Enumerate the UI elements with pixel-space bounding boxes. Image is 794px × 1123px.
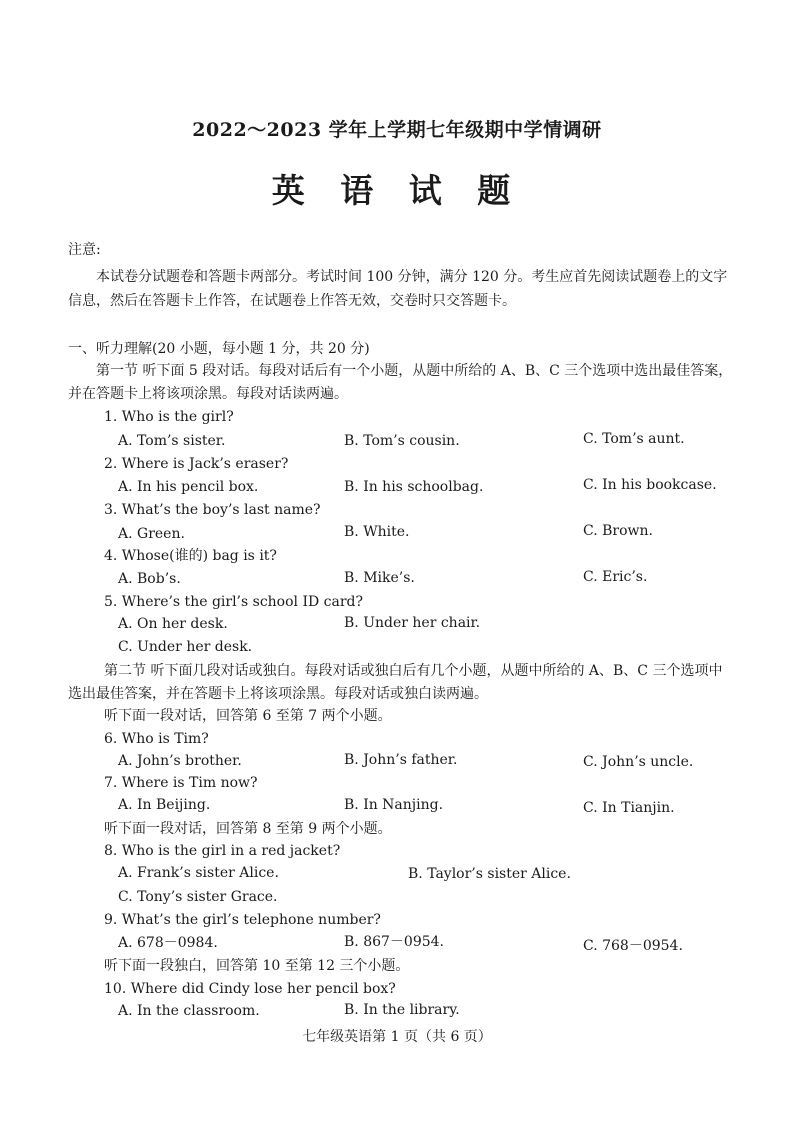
q5-option-b: B. Under her chair. <box>344 615 481 631</box>
q7-option-c: C. In Tianjin. <box>583 800 675 816</box>
question-3: 3. What’s the boy’s last name? <box>104 502 321 518</box>
q5-option-a: A. On her desk. <box>118 616 228 632</box>
question-5: 5. Where’s the girl’s school ID card? <box>104 594 364 610</box>
q6-option-c: C. John’s uncle. <box>583 754 694 770</box>
q9-option-b: B. 867－0954. <box>344 934 444 950</box>
q3-option-c: C. Brown. <box>583 523 653 539</box>
q6-option-b: B. John’s father. <box>344 752 458 768</box>
page-footer: 七年级英语第 1 页（共 6 页） <box>302 1029 492 1045</box>
q1-option-c: C. Tom’s aunt. <box>583 431 685 447</box>
question-4: 4. Whose(谁的) bag is it? <box>104 548 277 564</box>
instruction-8-9: 听下面一段对话，回答第 8 至第 9 两个小题。 <box>104 821 392 837</box>
q6-option-a: A. John’s brother. <box>118 753 242 769</box>
question-2: 2. Where is Jack’s eraser? <box>104 456 289 472</box>
q8-option-c: C. Tony’s sister Grace. <box>118 889 278 905</box>
q4-option-c: C. Eric’s. <box>583 569 648 585</box>
notice-text: 本试卷分试题卷和答题卡两部分。考试时间 100 分钟，满分 120 分。考生应首先阅读试题卷上的文字信息，然后在答题卡上作答，在试题卷上作答无效，交卷时只交答题卡。 <box>68 269 728 309</box>
section-heading: 一、听力理解(20 小题，每小题 1 分，共 20 分) <box>68 341 370 357</box>
subject-title: 英 语 试 题 <box>271 171 523 210</box>
q10-option-b: B. In the library. <box>344 1002 460 1018</box>
instruction-10-12: 听下面一段独白，回答第 10 至第 12 三个小题。 <box>104 958 410 974</box>
q3-option-b: B. White. <box>344 524 410 540</box>
q4-option-b: B. Mike’s. <box>344 570 415 586</box>
q3-option-a: A. Green. <box>118 526 185 542</box>
q1-option-b: B. Tom’s cousin. <box>344 433 460 449</box>
q10-option-a: A. In the classroom. <box>118 1003 260 1019</box>
instruction-6-7: 听下面一段对话，回答第 6 至第 7 两个小题。 <box>104 708 392 724</box>
q8-option-a: A. Frank’s sister Alice. <box>118 865 279 881</box>
part1-intro: 第一节 听下面 5 段对话。每段对话后有一个小题，从题中所给的 A、B、C 三个选项中选出最佳答案，并在答题卡上将该项涂黑。每段对话读两遍。 <box>68 363 733 402</box>
part2-intro: 第二节 听下面几段对话或独白。每段对话或独白后有几个小题，从题中所给的 A、B、C 三个选项中选出最佳答案，并在答题卡上将该项涂黑。每段对话或独白读两遍。 <box>68 663 723 702</box>
exam-title: 2022～2023 学年上学期七年级期中学情调研 <box>192 119 602 141</box>
q7-option-a: A. In Beijing. <box>118 797 211 813</box>
notice-label: 注意: <box>68 242 101 258</box>
q2-option-c: C. In his bookcase. <box>583 477 717 493</box>
question-10: 10. Where did Cindy lose her pencil box? <box>104 981 396 997</box>
question-9: 9. What’s the girl’s telephone number? <box>104 912 381 928</box>
question-6: 6. Who is Tim? <box>104 731 209 747</box>
question-8: 8. Who is the girl in a red jacket? <box>104 843 341 859</box>
q9-option-c: C. 768－0954. <box>583 938 683 954</box>
q2-option-b: B. In his schoolbag. <box>344 479 484 495</box>
q4-option-a: A. Bob’s. <box>118 571 181 587</box>
q1-option-a: A. Tom’s sister. <box>118 433 226 449</box>
q8-option-b: B. Taylor’s sister Alice. <box>408 866 571 882</box>
question-7: 7. Where is Tim now? <box>104 775 258 791</box>
q7-option-b: B. In Nanjing. <box>344 797 444 813</box>
q9-option-a: A. 678－0984. <box>118 935 218 951</box>
question-1: 1. Who is the girl? <box>104 409 234 425</box>
q5-option-c: C. Under her desk. <box>118 639 253 655</box>
q2-option-a: A. In his pencil box. <box>118 479 259 495</box>
